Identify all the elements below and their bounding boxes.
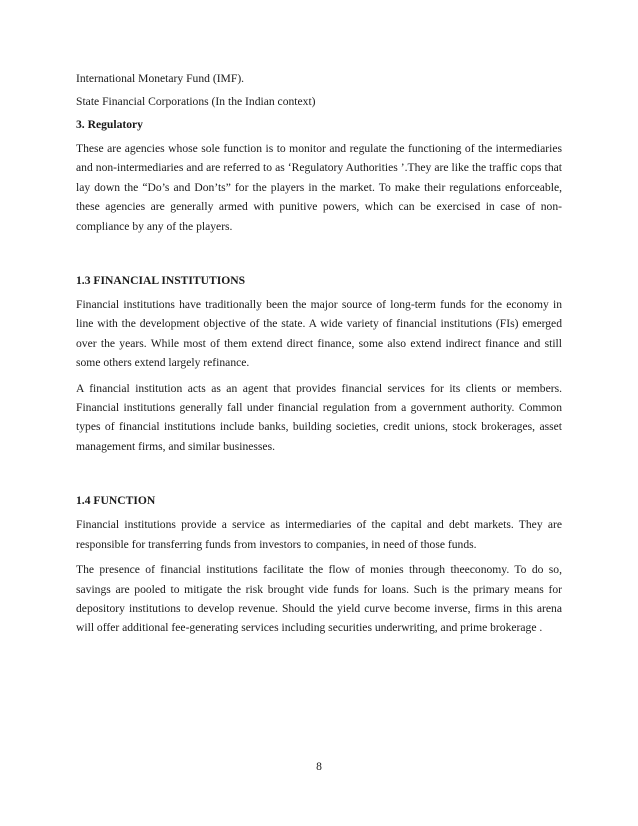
list-item-imf: International Monetary Fund (IMF). xyxy=(76,72,245,85)
regulatory-heading: 3. Regulatory xyxy=(76,118,143,131)
section-1-3-paragraph-2: A financial institution acts as an agent that provides financial services for its clients or members. Financial institutions generally fall under financial regulation from a government authority. Common types of financial institutions include banks, building societies, credit unions, stock brokerages, asset management firms, and similar businesses. xyxy=(76,381,562,453)
section-spacer xyxy=(76,462,562,492)
document-page xyxy=(76,70,562,644)
section-1-3-heading: 1.3 FINANCIAL INSTITUTIONS xyxy=(76,274,246,288)
section-1-4-paragraph-2: The presence of financial institutions facilitate the flow of monies through theeconomy. To do so, savings are pooled to mitigate the risk brought vide funds for loans. Such is the primary means for depository institutions to develop revenue. Should the yield curve become inverse, firms in this arena will offer additional fee-generating services including securities underwriting, and prime brokerage . xyxy=(76,563,562,635)
regulatory-paragraph: These are agencies whose sole function is to monitor and regulate the functioning of the intermediaries and non-intermediaries and are referred to as ‘Regulatory Authorities ’.They are like the traffic cops that lay down the “Do’s and Don’ts” for the players in the market. To make their regulations enforceable, these agencies are generally armed with punitive powers, which can be exercised in case of non-compliance by any of the players. xyxy=(76,142,562,233)
section-spacer xyxy=(76,242,562,272)
section-1-3-paragraph-1: Financial institutions have traditionally been the major source of long-term funds for the economy in line with the development objective of the state. A wide variety of financial institutions (FIs) emerged over the years. While most of them extend direct finance, some also extend indirect finance and still some others extend largely refinance. xyxy=(76,298,562,370)
section-1-4-heading: 1.4 FUNCTION xyxy=(76,494,156,508)
list-item-state-financial-corporations: State Financial Corporations (In the Indian context) xyxy=(76,95,316,108)
section-1-4-paragraph-1: Financial institutions provide a service as intermediaries of the capital and debt markets. They are responsible for transferring funds from investors to companies, in need of those funds. xyxy=(76,518,562,551)
page-number: 8 xyxy=(316,760,322,773)
